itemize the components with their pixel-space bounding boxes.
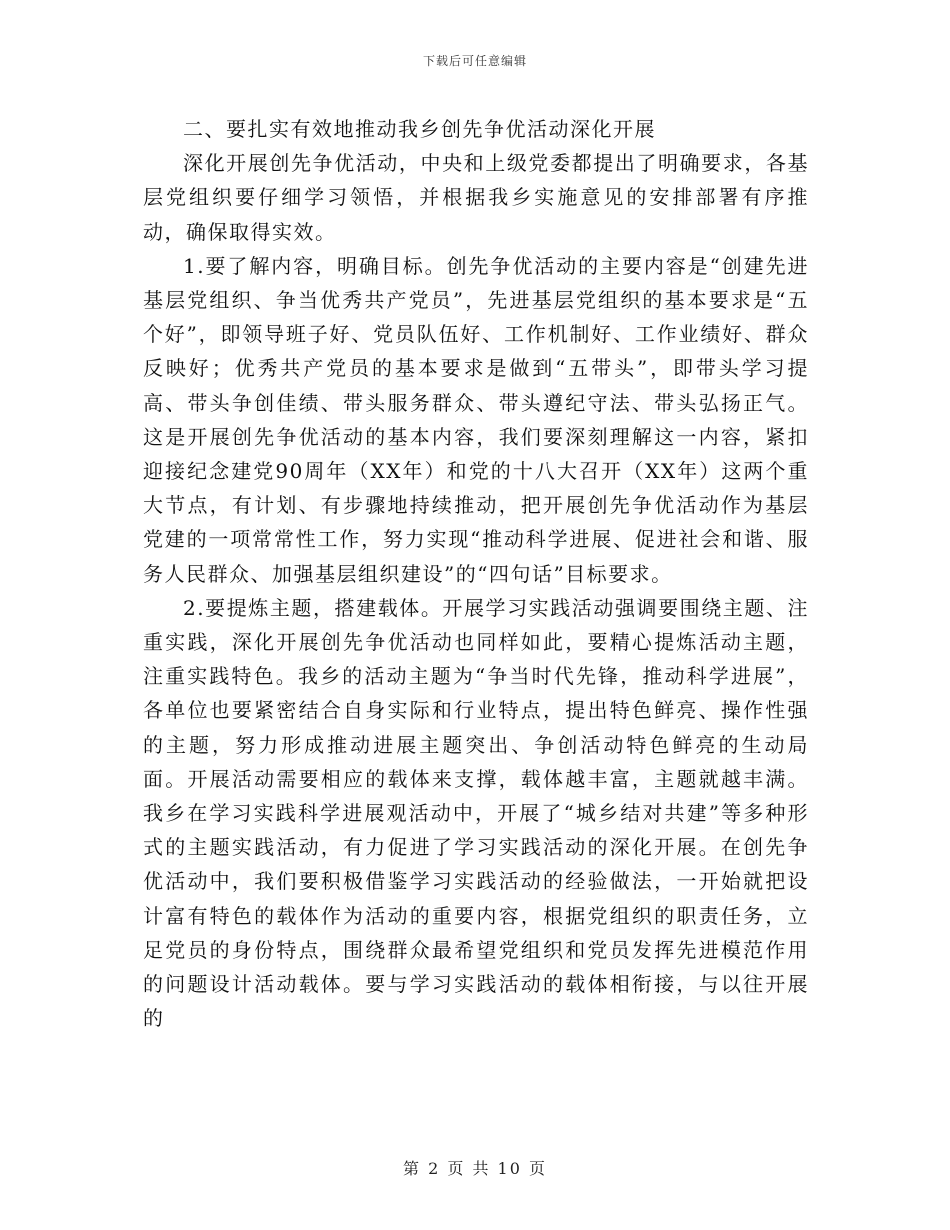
page-number: 第 2 页 共 10 页 xyxy=(403,1159,547,1178)
paragraph: 1.要了解内容，明确目标。创先争优活动的主要内容是“创建先进基层党组织、争当优秀共产党员”，先进基层党组织的基本要求是“五个好”，即领导班子好、党员队伍好、工作机制好、工作业绩好、群众反映好；优秀共产党员的基本要求是做到“五带头”，即带头学习提高、带头争创佳绩、带头服务群众、带头遵纪守法、带头弘扬正气。这是开展创先争优活动的基本内容，我们要深刻理解这一内容，紧扣迎接纪念建党90周年（XX年）和党的十八大召开（XX年）这两个重大节点，有计划、有步骤地持续推动，把开展创先争优活动作为基层党建的一项常常性工作，努力实现“推动科学进展、促进社会和谐、服务人民群众、加强基层组织建设”的“四句话”目标要求。 xyxy=(143,253,809,586)
document-body xyxy=(143,112,809,1035)
page-header-note: 下载后可任意编辑 xyxy=(422,54,527,68)
paragraph: 深化开展创先争优活动，中央和上级党委都提出了明确要求，各基层党组织要仔细学习领悟，并根据我乡实施意见的安排部署有序推动，确保取得实效。 xyxy=(143,151,809,244)
paragraph: 2.要提炼主题，搭建载体。开展学习实践活动强调要围绕主题、注重实践，深化开展创先争优活动也同样如此，要精心提炼活动主题，注重实践特色。我乡的活动主题为“争当时代先锋，推动科学进展”，各单位也要紧密结合自身实际和行业特点，提出特色鲜亮、操作性强的主题，努力形成推动进展主题突出、争创活动特色鲜亮的生动局面。开展活动需要相应的载体来支撑，载体越丰富，主题就越丰满。我乡在学习实践科学进展观活动中，开展了“城乡结对共建”等多种形式的主题实践活动，有力促进了学习实践活动的深化开展。在创先争优活动中，我们要积极借鉴学习实践活动的经验做法，一开始就把设计富有特色的载体作为活动的重要内容，根据党组织的职责任务，立足党员的身份特点，围绕群众最希望党组织和党员发挥先进模范作用的问题设计活动载体。要与学习实践活动的载体相衔接，与以往开展的 xyxy=(143,595,809,1031)
section-heading: 二、要扎实有效地推动我乡创先争优活动深化开展 xyxy=(183,117,656,141)
